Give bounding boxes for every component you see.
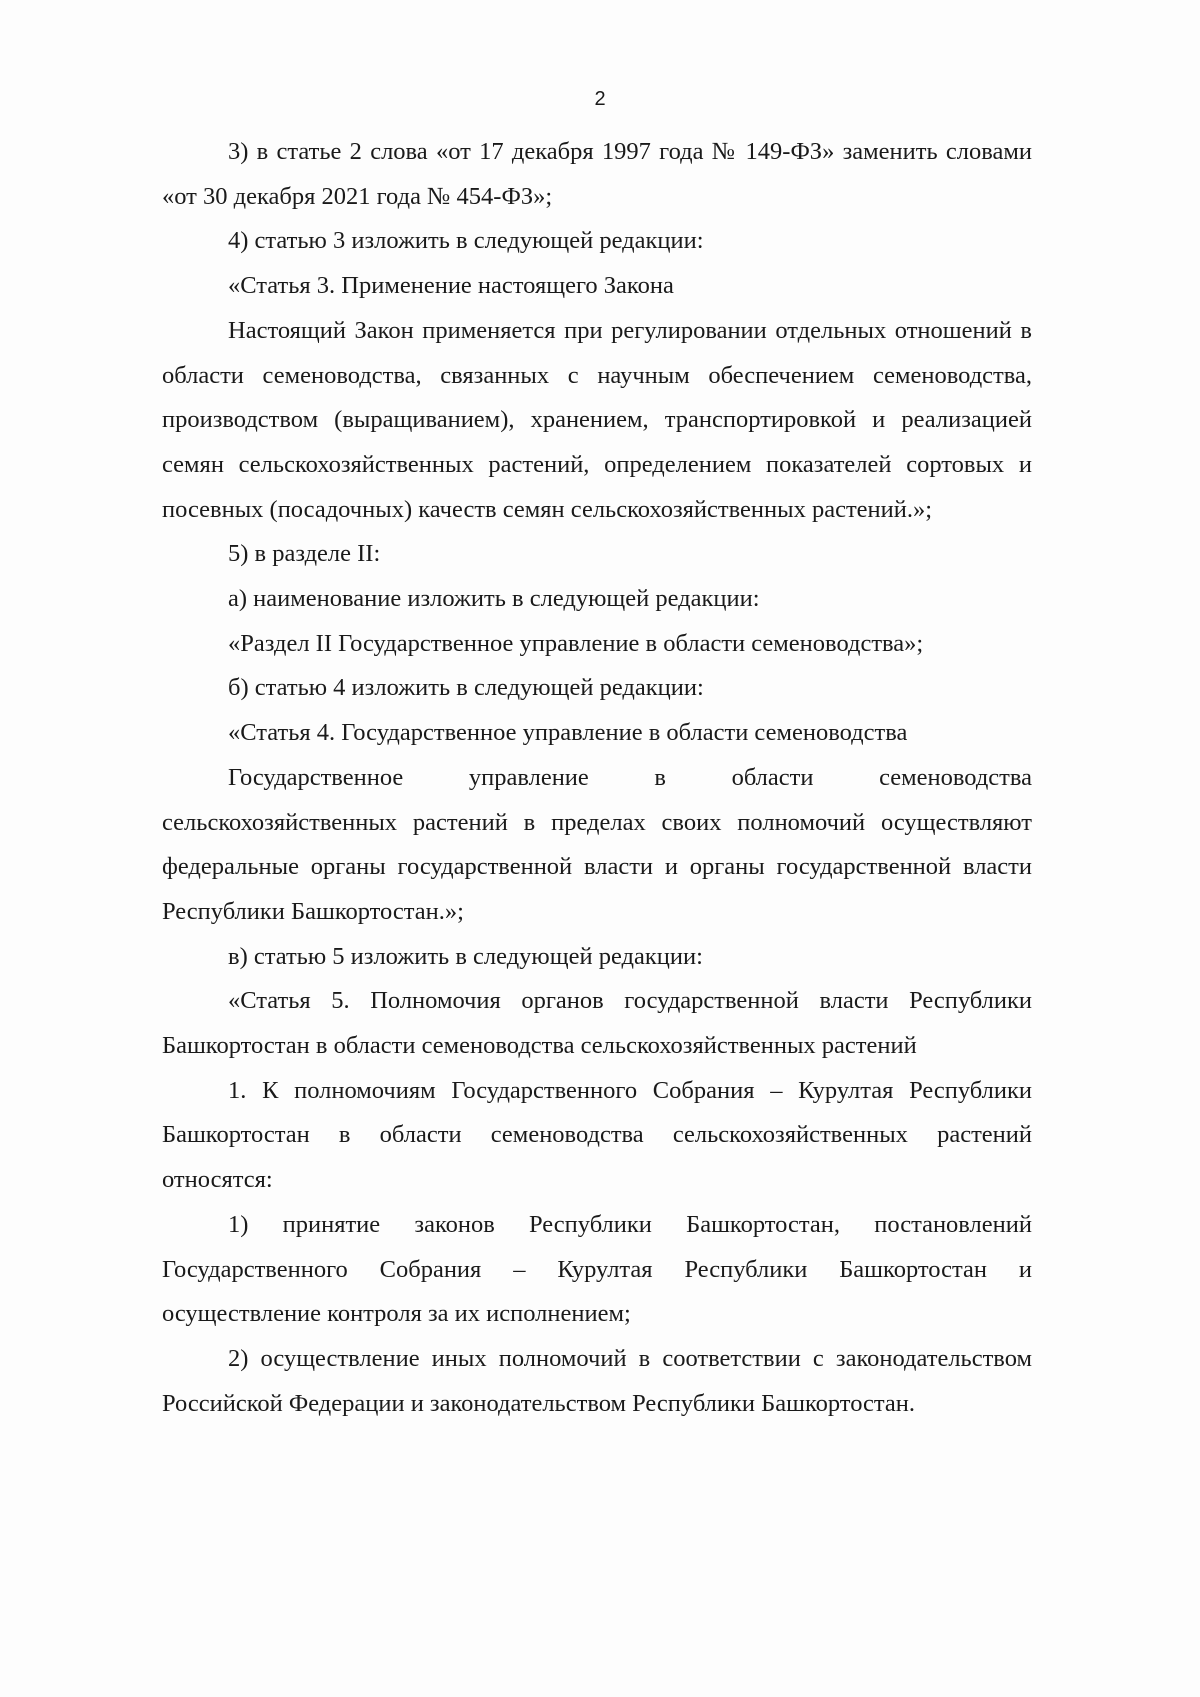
- subitem-a: а) наименование изложить в следующей редакции:: [228, 585, 760, 613]
- article-3-heading: «Статья 3. Применение настоящего Закона: [228, 272, 674, 300]
- document-body: [162, 130, 1032, 1426]
- subitem-b: б) статью 4 изложить в следующей редакции:: [228, 674, 704, 702]
- paragraph-item-4: 4) статью 3 изложить в следующей редакции:: [228, 227, 704, 255]
- section-2-title: «Раздел II Государственное управление в области семеноводства»;: [228, 629, 924, 657]
- subitem-v: в) статью 5 изложить в следующей редакции:: [228, 942, 703, 970]
- article-5-heading: «Статья 5. Полномочия органов государственной власти Республики Башкортостан в области семеноводства сельскохозяйственных растений: [162, 987, 1032, 1060]
- article-5-part-1-item-2: 2) осуществление иных полномочий в соответствии с законодательством Российской Федерации и законодательством Республики Башкортостан.: [162, 1344, 1032, 1417]
- article-5-part-1-item-1: 1) принятие законов Республики Башкортостан, постановлений Государственного Собрания – Курултая Республики Башкортостан и осуществление контроля за их исполнением;: [162, 1210, 1032, 1328]
- paragraph-item-5: 5) в разделе II:: [228, 540, 381, 568]
- article-4-text: Государственное управление в области семеноводства сельскохозяйственных растений в пределах своих полномочий осуществляют федеральные органы государственной власти и органы государственной власти Республики Башкортостан.»;: [162, 763, 1032, 925]
- article-4-heading: «Статья 4. Государственное управление в области семеноводства: [228, 719, 908, 747]
- page-number: 2: [594, 88, 606, 110]
- paragraph-item-3: 3) в статье 2 слова «от 17 декабря 1997 года № 149-ФЗ» заменить словами «от 30 декабря 2021 года № 454-ФЗ»;: [162, 138, 1032, 210]
- article-3-text: Настоящий Закон применяется при регулировании отдельных отношений в области семеноводства, связанных с научным обеспечением семеноводства, производством (выращиванием), хранением, транспортировкой и реализацией семян сельскохозяйственных растений, определением показателей сортовых и посевных (посадочных) качеств семян сельскохозяйственных растений.»;: [162, 316, 1032, 523]
- article-5-part-1: 1. К полномочиям Государственного Собрания – Курултая Республики Башкортостан в области семеноводства сельскохозяйственных растений относятся:: [162, 1076, 1032, 1194]
